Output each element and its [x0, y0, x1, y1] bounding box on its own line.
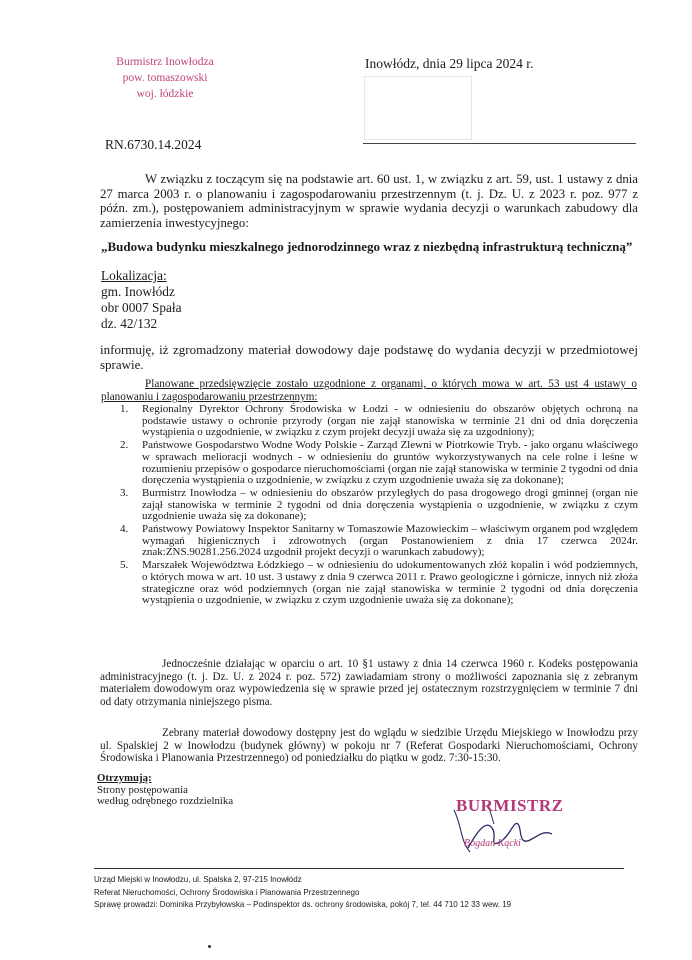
- location-line-1: gm. Inowłódz: [101, 284, 175, 299]
- location-label: Lokalizacja:: [101, 268, 167, 283]
- access-paragraph: Zebrany materiał dowodowy dostępny jest do wglądu w siedzibie Urzędu Miejskiego w Inowłodzu przy ul. Spalskiej 2 w Inowłodzu (budynek główny) w pokoju nr 7 (Referat Gospodarki Nieruchomościami, Ochrony Środowiska i Planowania Przestrzennego) od poniedziałku do piątku w godz. 7:30-15:30.: [100, 727, 638, 764]
- recipients-heading: Otrzymują:: [97, 772, 152, 784]
- place-and-date: Inowłódz, dnia 29 lipca 2024 r.: [365, 56, 534, 71]
- list-item-text: Regionalny Dyrektor Ochrony Środowiska w Łodzi - w odniesieniu do obszarów objętych ochroną na podstawie ustawy o ochronie przyrody (organ nie zajął stanowiska w terminie 21 dni od dnia doręczenia wystąpienia o uzgodnienie, w związku z czym projekt decyzji uważa się za uzgodniony);: [142, 403, 638, 439]
- signature-name: Bogdan Kącki: [464, 838, 521, 849]
- reference-number: RN.6730.14.2024: [105, 137, 202, 152]
- footer-line-2: Referat Nieruchomości, Ochrony Środowiska i Planowania Przestrzennego: [94, 887, 360, 897]
- redacted-recipient-box: [364, 76, 472, 140]
- list-item: [100, 404, 638, 439]
- scan-dot: [208, 945, 211, 948]
- signature-title: BURMISTRZ: [456, 796, 564, 815]
- stamp-line-3: woj. łódzkie: [136, 88, 194, 100]
- list-item-number: 2.: [120, 439, 129, 452]
- list-item-text: Burmistrz Inowłodza – w odniesieniu do obszarów przyległych do pasa drogowego drogi gminnej (organ nie zajął stanowiska w terminie 2 tygodni od dnia doręczenia wystąpienia o uzgodnienie, w związku z czym uzgodnienie uważa się za dokonane);: [142, 486, 638, 523]
- investment-title: „Budowa budynku mieszkalnego jednorodzinnego wraz z niezbędną infrastrukturą techniczną”: [101, 239, 633, 254]
- list-item-number: 3.: [120, 486, 129, 499]
- footer-line-3: Sprawę prowadzi: Dominika Przybyłowska – Podinspektor ds. ochrony środowiska, pokój 7, tel. 44 710 12 33 wew. 19: [94, 900, 512, 909]
- notice-paragraph: Jednocześnie działając w oparciu o art. 10 §1 ustawy z dnia 14 czerwca 1960 r. Kodeks postępowania administracyjnego (t. j. Dz. U. z 2024 r. poz. 572) zawiadamiam strony o możliwości zapoznania się z zebranym materiałem dowodowym oraz wypowiedzenia się w sprawie przed jej ostatecznym rozstrzygnięciem w terminie 7 dni od daty otrzymania niniejszego pisma.: [100, 658, 638, 708]
- recipients-line-2: według odrębnego rozdzielnika: [97, 795, 234, 807]
- intro-paragraph: W związku z toczącym się na podstawie art. 60 ust. 1, w związku z art. 59, ust. 1 ustawy z dnia 27 marca 2003 r. o planowaniu i zagospodarowaniu przestrzennym (t. j. Dz. U. z 2023 r. poz. 977 z późn. zm.), postępowaniem administracyjnym w sprawie wydania decyzji o warunkach zabudowy dla zamierzenia inwestycyjnego:: [100, 172, 638, 230]
- list-item: [100, 440, 638, 487]
- footer: [94, 874, 511, 912]
- list-item-number: 5.: [120, 559, 129, 572]
- organs-list: [100, 404, 638, 608]
- list-item: [100, 488, 638, 523]
- recipients-block: [97, 773, 233, 808]
- list-item-number: 1.: [120, 403, 129, 415]
- list-item: [100, 560, 638, 607]
- footer-divider: [94, 868, 624, 869]
- footer-line-1: Urząd Miejski w Inowłodzu, ul. Spalska 2, 97-215 Inowłódz: [94, 875, 302, 884]
- stamp-line-2: pow. tomaszowski: [122, 72, 208, 84]
- signature-stamp: [448, 790, 588, 860]
- list-item-text: Państwowy Powiatowy Inspektor Sanitarny w Tomaszowie Mazowieckim – właściwym organem pod względem wymagań higienicznych i zdrowotnych (organ Postanowieniem z dnia 17 czerwca 2024r. znak:ZNS.90281.256.2024 uzgodnił projekt decyzji o warunkach zabudowy);: [142, 523, 638, 559]
- list-item: [100, 524, 638, 559]
- list-item-number: 4.: [120, 523, 129, 536]
- address-underline: [363, 143, 636, 144]
- location-block: [101, 268, 182, 332]
- recipients-line-1: Strony postępowania: [97, 783, 188, 796]
- location-line-3: dz. 42/132: [101, 316, 158, 331]
- list-item-text: Marszałek Województwa Łódzkiego – w odniesieniu do udokumentowanych złóż kopalin i wód podziemnych, o których mowa w art. 10 ust. 3 ustawy z dnia 9 czerwca 2011 r. Prawo geologiczne i górnicze, innych niż złoża strategiczne oraz wód podziemnych (organ nie zajął stanowiska w terminie 2 tygodni od dnia doręczenia wystąpienia o uzgodnienie, w związku z czym uzgodnienie uważa się za dokonane);: [142, 559, 638, 607]
- planned-agreement-heading: Planowane przedsięwzięcie zostało uzgodnione z organami, o których mowa w art. 53 ust 4 ustawy o planowaniu i zagospodarowaniu przestrzennym:: [101, 378, 637, 403]
- list-item-text: Państwowe Gospodarstwo Wodne Wody Polskie - Zarząd Zlewni w Piotrkowie Tryb. - jako organu właściwego w sprawach melioracji wodnych - w odniesieniu do gruntów wykorzystywanych na cele rolne i leśne w rozumieniu przepisów o gospodarce nieruchomościami (organ nie zajął stanowiska w terminie 2 tygodni od dnia doręczenia wystąpienia o uzgodnienie, w związku z czym uzgodnienie uważa się za dokonane);: [142, 439, 638, 487]
- stamp-line-1: Burmistrz Inowłodza: [116, 56, 214, 68]
- location-line-2: obr 0007 Spała: [101, 300, 182, 315]
- office-stamp: [100, 54, 230, 102]
- inform-paragraph: informuję, iż zgromadzony materiał dowodowy daje podstawę do wydania decyzji w przedmiotowej sprawie.: [100, 342, 638, 372]
